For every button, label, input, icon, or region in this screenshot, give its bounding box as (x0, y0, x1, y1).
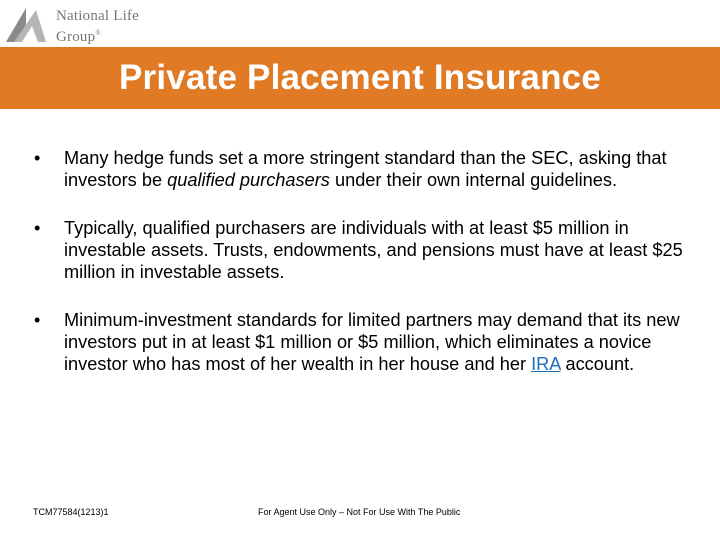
bullet-marker: • (34, 310, 41, 330)
bullet-item (34, 309, 694, 375)
footer-disclaimer: For Agent Use Only – Not For Use With The Public (258, 507, 461, 517)
slide-title: Private Placement Insurance (118, 58, 602, 97)
logo-mark-icon (4, 4, 48, 44)
footer-code: TCM77584(1213)1 (33, 507, 109, 517)
bullet-text: Typically, qualified purchasers are individuals with at least $5 million in investable assets. Trusts, endowments, and pensions must have at least $25 million in investable assets. (64, 218, 683, 282)
ira-link[interactable]: IRA (531, 354, 561, 374)
bullet-text: under their own internal guidelines. (329, 170, 618, 190)
bullet-text: Many hedge funds set a more stringent standard than the SEC, asking that investors be (64, 148, 667, 190)
bullet-text: Minimum-investment standards for limited partners may demand that its new investors put in at least $1 million or $5 million, which eliminates a novice investor who has most of her wealth in her house and her (64, 310, 680, 374)
bullet-list (34, 147, 694, 401)
bullet-text: account. (560, 354, 635, 374)
bullet-marker: • (34, 218, 41, 238)
title-bar (0, 47, 720, 109)
bullet-marker: • (34, 148, 41, 168)
bullet-item (34, 217, 694, 283)
logo-line-2: Group® (56, 29, 101, 45)
company-logo (4, 4, 164, 44)
bullet-item (34, 147, 694, 191)
logo-text (56, 8, 139, 46)
bullet-emphasis: qualified purchasers (167, 170, 330, 190)
logo-line-1: National Life (56, 8, 139, 24)
